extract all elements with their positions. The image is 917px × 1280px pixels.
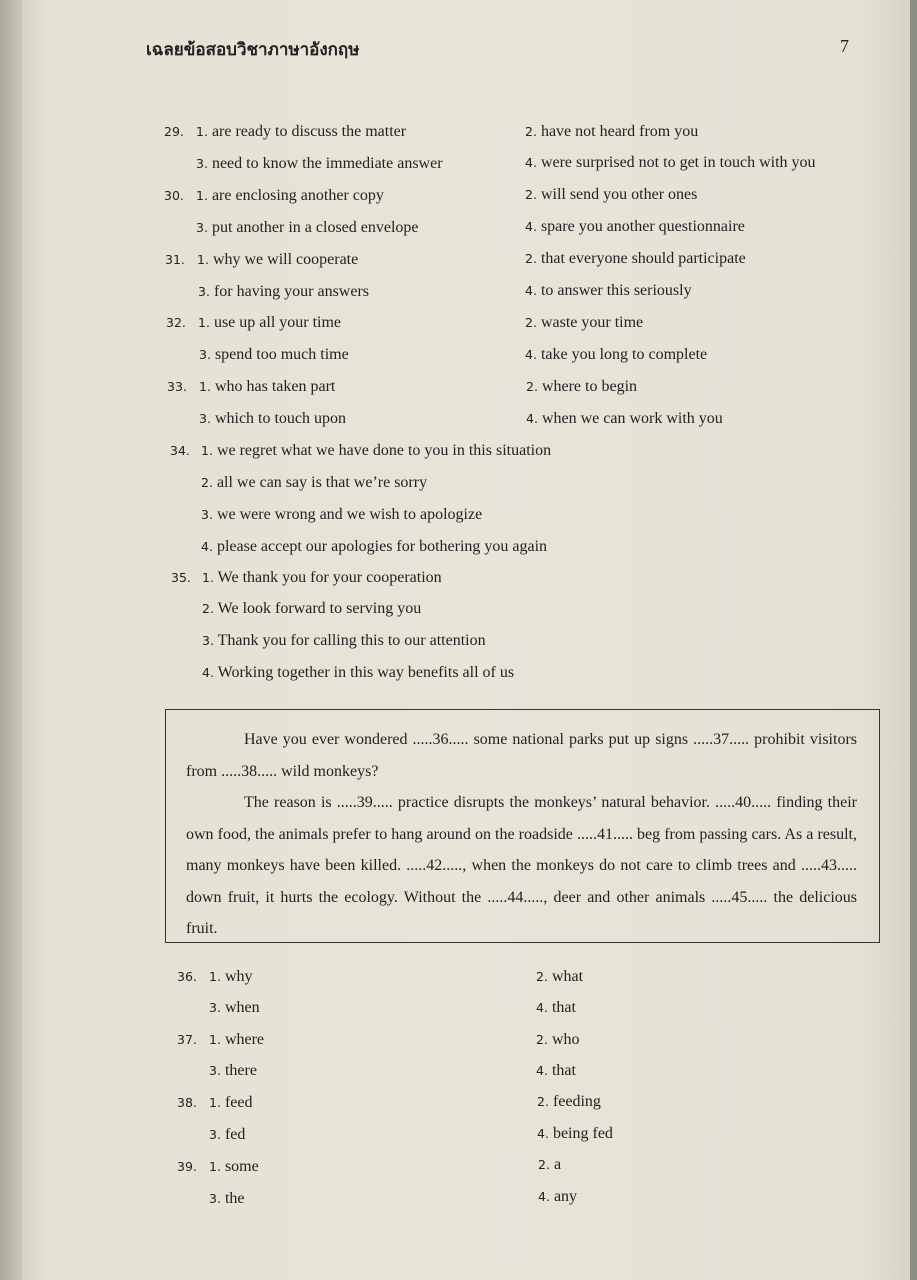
option: 2. who [536, 1031, 580, 1048]
option: 2. what [536, 968, 584, 985]
option: 3. which to touch upon [199, 410, 347, 427]
option: 3. put another in a closed envelope [196, 219, 419, 236]
option: 2. feeding [537, 1093, 601, 1110]
option: 1. we regret what we have done to you in this situation [201, 442, 552, 459]
page-header-title: เฉลยข้อสอบวิชาภาษาอังกฤษ [146, 40, 360, 60]
option: 2. have not heard from you [525, 123, 699, 140]
option: 4. that [536, 999, 576, 1016]
option: 2. We look forward to serving you [202, 600, 422, 617]
option: 1. are ready to discuss the matter [196, 123, 407, 140]
option: 4. to answer this seriously [525, 282, 692, 299]
question-number: 39. [177, 1159, 197, 1174]
option: 4. that [536, 1062, 576, 1079]
option: 1. We thank you for your cooperation [202, 569, 442, 586]
question-number: 37. [177, 1032, 197, 1047]
option: 4. when we can work with you [526, 410, 723, 427]
reading-passage-box [165, 709, 880, 943]
option: 3. we were wrong and we wish to apologize [201, 506, 483, 523]
option: 4. take you long to complete [525, 346, 708, 363]
question-number: 31. [165, 252, 185, 267]
question-number: 34. [170, 443, 190, 458]
option: 4. Working together in this way benefits all of us [202, 664, 515, 681]
option: 4. were surprised not to get in touch with you [525, 154, 816, 171]
book-spine [0, 0, 22, 1280]
option: 1. where [209, 1031, 265, 1048]
option: 3. there [209, 1062, 257, 1079]
option: 1. are enclosing another copy [196, 187, 384, 204]
option: 2. waste your time [525, 314, 644, 331]
option: 3. the [209, 1190, 245, 1207]
option: 3. for having your answers [198, 283, 370, 300]
option: 2. where to begin [526, 378, 638, 395]
option: 1. use up all your time [198, 314, 342, 331]
question-number: 33. [167, 379, 187, 394]
question-number: 32. [166, 315, 186, 330]
option: 2. that everyone should participate [525, 250, 746, 267]
passage-paragraph: Have you ever wondered .....36..... some national parks put up signs .....37..... prohibit visitors from .....38..... wild monkeys? [186, 731, 857, 780]
question-number: 30. [164, 188, 184, 203]
question-number: 29. [164, 124, 184, 139]
option: 3. Thank you for calling this to our attention [202, 632, 486, 649]
question-number: 36. [177, 969, 197, 984]
option: 4. spare you another questionnaire [525, 218, 745, 235]
option: 4. any [538, 1188, 578, 1205]
option: 2. will send you other ones [525, 186, 698, 203]
option: 4. being fed [537, 1125, 613, 1142]
option: 2. all we can say is that we’re sorry [201, 474, 428, 491]
option: 2. a [538, 1156, 562, 1173]
option: 1. feed [209, 1094, 253, 1111]
question-number: 38. [177, 1095, 197, 1110]
page-number: 7 [840, 36, 849, 56]
option: 3. fed [209, 1126, 246, 1143]
question-number: 35. [171, 570, 191, 585]
option: 4. please accept our apologies for bothering you again [201, 538, 548, 555]
option: 3. when [209, 999, 260, 1016]
option: 3. spend too much time [199, 346, 349, 363]
option: 3. need to know the immediate answer [196, 155, 443, 172]
option: 1. why [209, 968, 253, 985]
option: 1. why we will cooperate [197, 251, 359, 268]
passage-paragraph: The reason is .....39..... practice disrupts the monkeys’ natural behavior. .....40..... finding their own food, the animals prefer to hang around on the roadside .....41..... beg from passing cars. As a result, many monkeys have been killed. .....42....., when the monkeys do not care to climb trees and .....43..... down fruit, it hurts the ecology. Without the .....44....., deer and other animals .....45..... the delicious fruit. [186, 794, 857, 937]
option: 1. some [209, 1158, 259, 1175]
option: 1. who has taken part [199, 378, 336, 395]
